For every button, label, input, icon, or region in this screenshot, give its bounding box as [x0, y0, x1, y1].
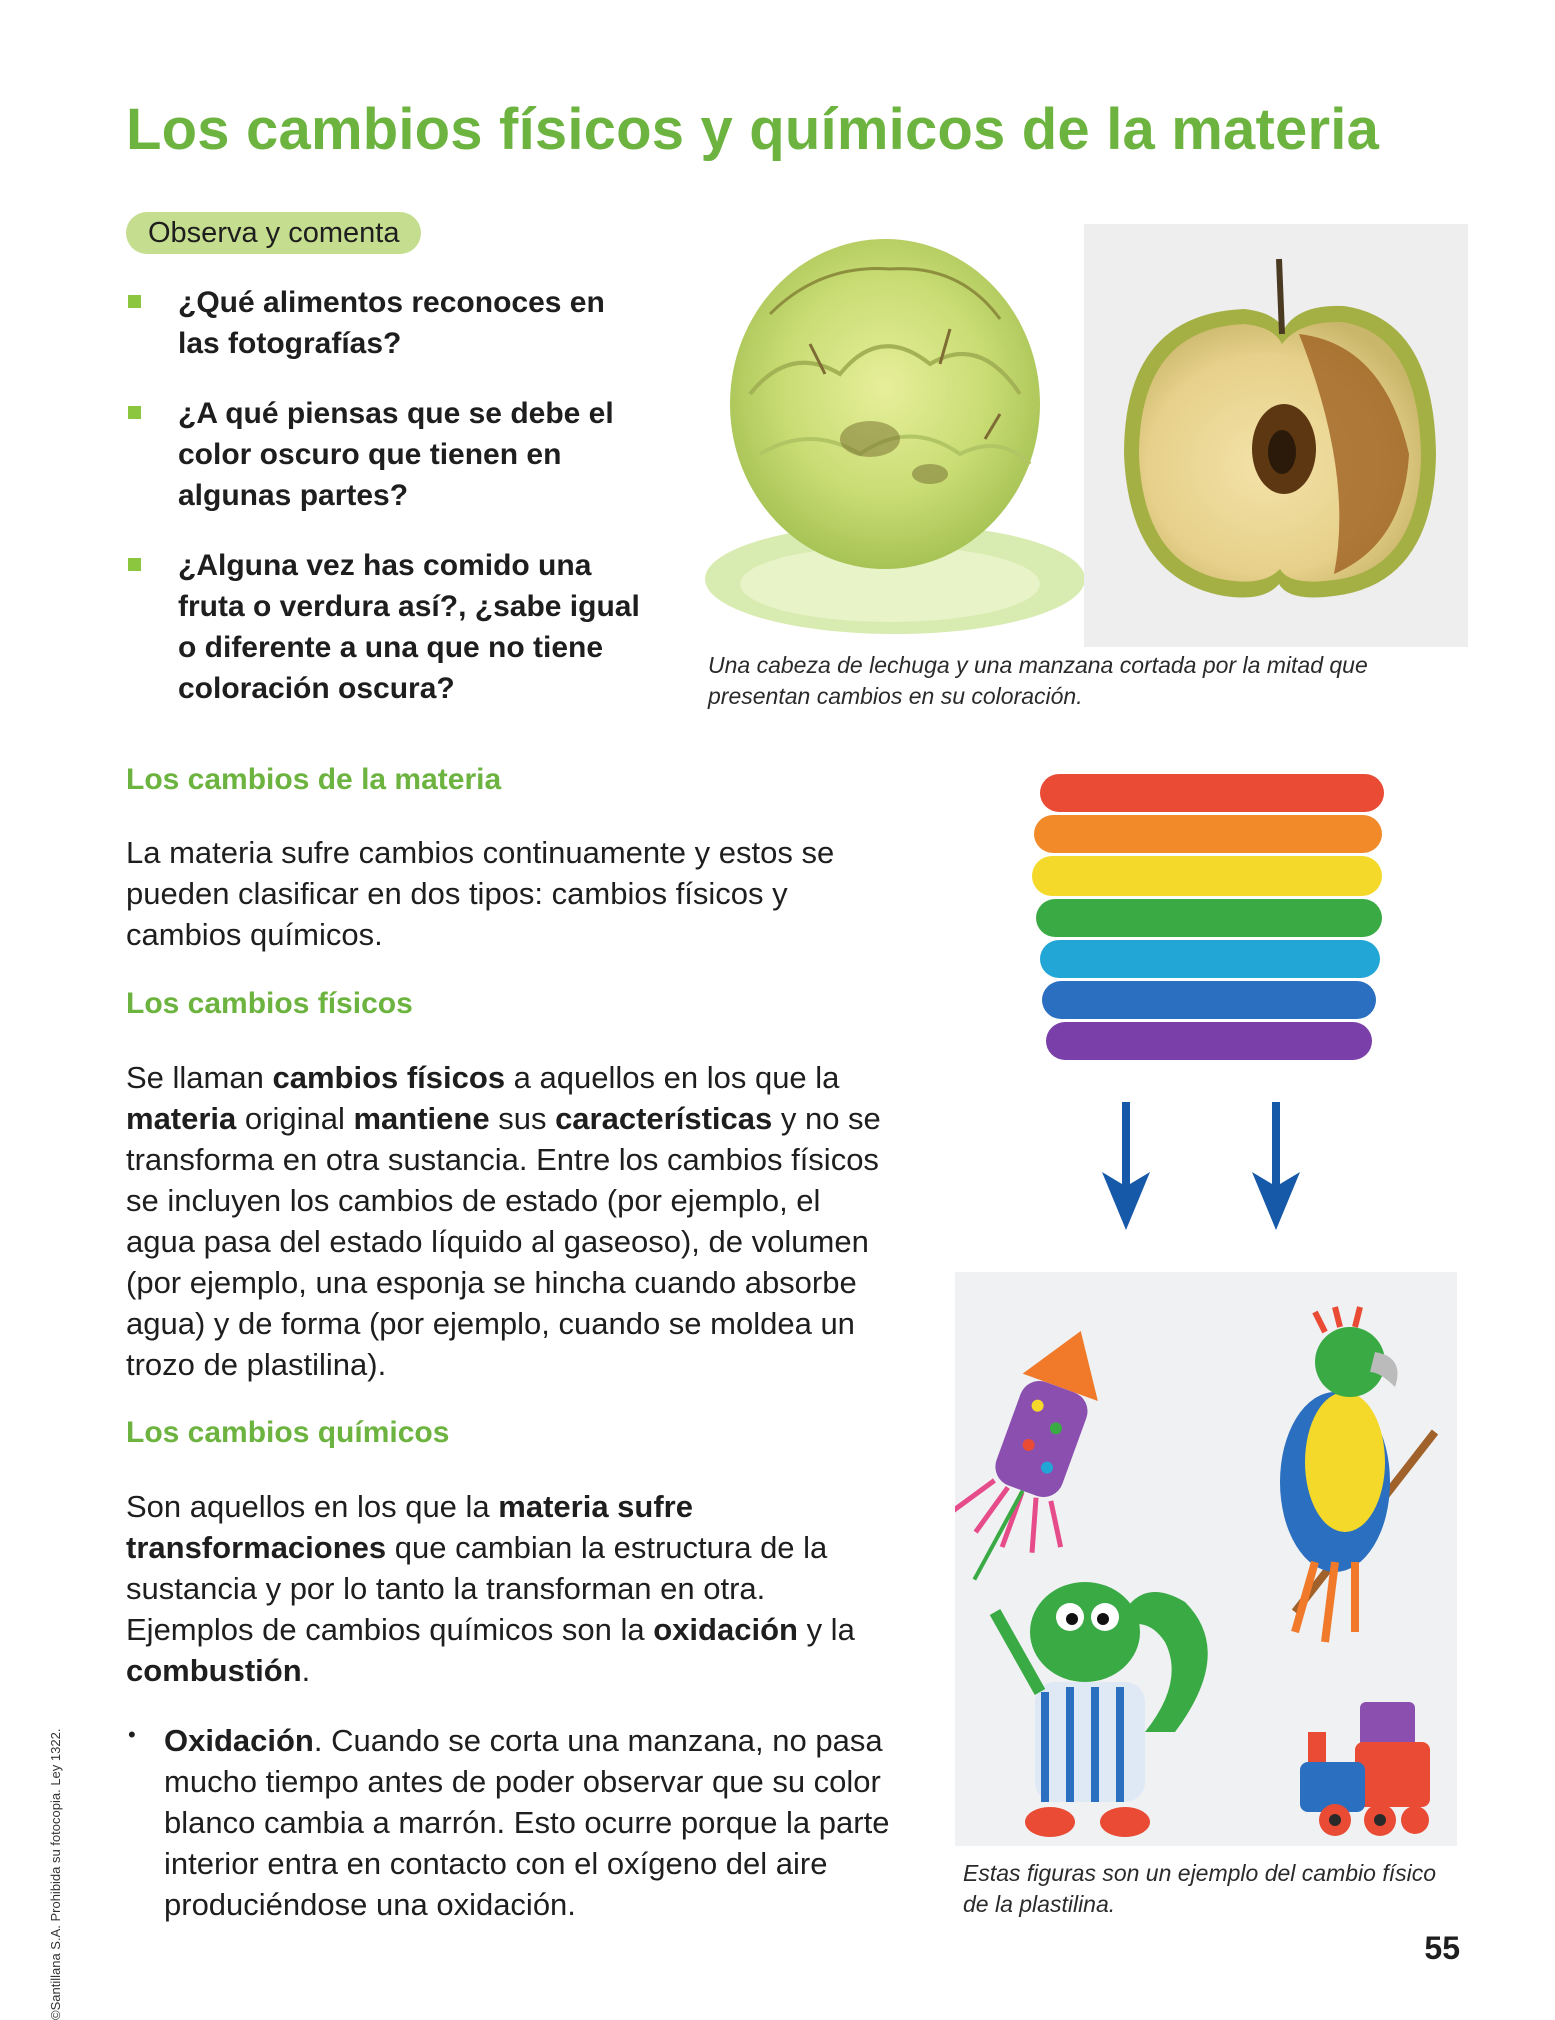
page-title: Los cambios físicos y químicos de la materia	[126, 97, 1380, 162]
photo-caption-plasticine: Estas figuras son un ejemplo del cambio físico de la plastilina.	[963, 1860, 1437, 1917]
plasticine-rolls-photo	[1030, 770, 1390, 1070]
square-bullet-icon	[128, 295, 141, 308]
question-text: ¿A qué piensas que se debe el color oscuro que tienen en algunas partes?	[178, 397, 614, 512]
question-text: ¿Qué alimentos reconoces en las fotografías?	[178, 286, 605, 360]
paragraph-physical: Se llaman cambios físicos a aquellos en los que la materia original mantiene sus características y no se transforma en otra sustancia. Entre los cambios físicos se incluyen los cambios de estado (por ejemplo, el agua pasa del estado líquido al gaseoso), de volumen (por ejemplo, una esponja se hincha cuando absorbe agua) y de forma (por ejemplo, cuando se moldea un trozo de plastilina).	[126, 1060, 881, 1382]
square-bullet-icon	[128, 406, 141, 419]
bullet-dot-icon: •	[128, 1722, 136, 1747]
question-list	[126, 282, 646, 738]
section-heading-changes: Los cambios de la materia	[126, 763, 502, 796]
arrow-down-icon	[1096, 1102, 1156, 1232]
plasticine-figures-photo	[955, 1272, 1457, 1846]
copyright-note: ©Santillana S.A. Prohibida su fotocopia. Ley 1322.	[48, 1728, 63, 2020]
question-item	[126, 545, 646, 709]
photo-caption-food: Una cabeza de lechuga y una manzana cortada por la mitad que presentan cambios en su coloración.	[708, 652, 1368, 709]
section-heading-physical: Los cambios físicos	[126, 987, 413, 1020]
page-number: 55	[1424, 1930, 1460, 1966]
lettuce-photo	[700, 224, 1084, 642]
question-item	[126, 393, 646, 516]
question-item	[126, 282, 646, 364]
section-heading-chemical: Los cambios químicos	[126, 1416, 450, 1449]
apple-photo	[1084, 224, 1468, 647]
arrow-down-icon	[1246, 1102, 1306, 1232]
paragraph-oxidation: Oxidación. Cuando se corta una manzana, no pasa mucho tiempo antes de poder observar que su color blanco cambia a marrón. Esto ocurre porque la parte interior entra en contacto con el oxígeno del aire produciéndose una oxidación.	[164, 1723, 890, 1922]
square-bullet-icon	[128, 558, 141, 571]
paragraph-chemical: Son aquellos en los que la materia sufre transformaciones que cambian la estructura de la sustancia y por lo tanto la transforman en otra. Ejemplos de cambios químicos son la oxidación y la combustión.	[126, 1489, 855, 1688]
question-text: ¿Alguna vez has comido una fruta o verdura así?, ¿sabe igual o diferente a una que no tiene coloración oscura?	[178, 549, 640, 705]
paragraph-changes: La materia sufre cambios continuamente y estos se pueden clasificar en dos tipos: cambios físicos y cambios químicos.	[126, 835, 835, 952]
observe-comment-label: Observa y comenta	[126, 212, 421, 254]
